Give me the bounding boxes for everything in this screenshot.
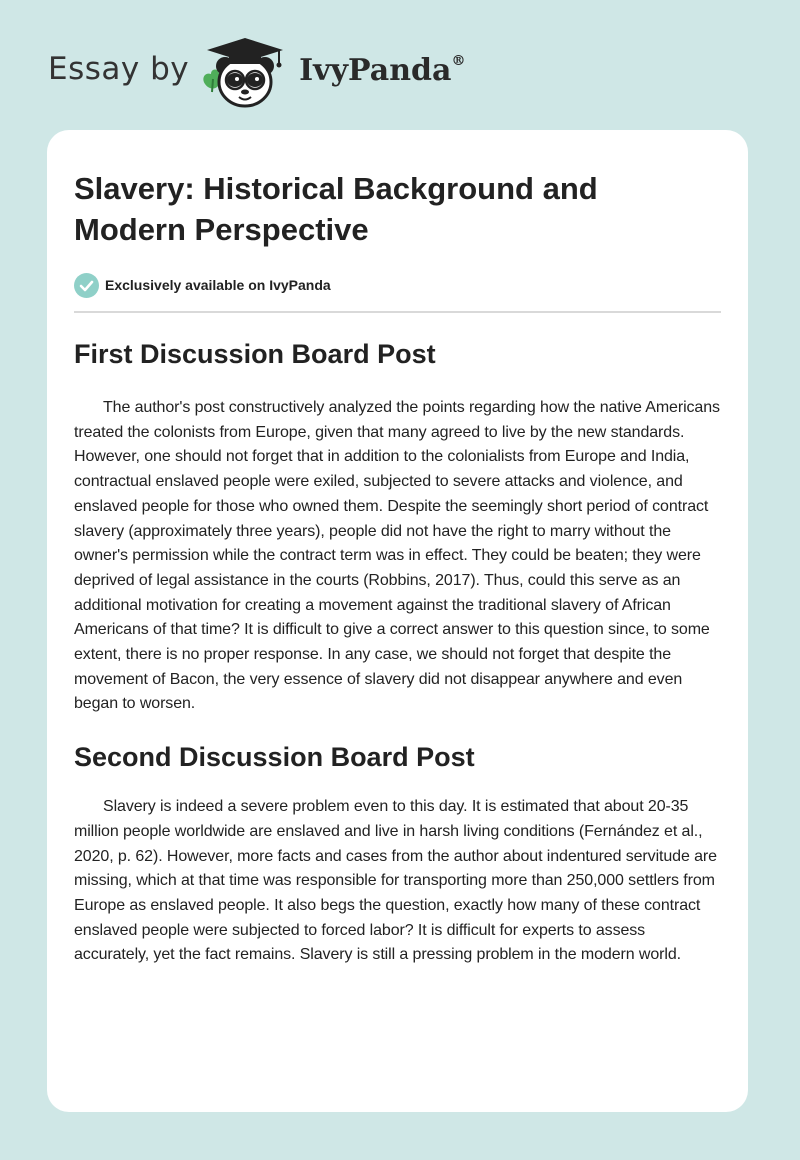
- section-body-second: Slavery is indeed a severe problem even to this day. It is estimated that about 20-35 million people worldwide are enslaved and live in harsh living conditions (Fernández et al., 2020, p. 62). However, more facts and cases from the author about indentured servitude are missing, which at that time was responsible for transporting more than 250,000 settlers from Europe as enslaved people. It also begs the question, exactly how many of these contract enslaved people were subjected to forced labor? It is difficult for experts to assess accurately, yet the fact remains. Slavery is still a pressing problem in the modern world.: [74, 798, 717, 964]
- essay-card: [47, 130, 748, 1112]
- section-body-first: The author's post constructively analyzed the points regarding how the native Americans treated the colonists from Europe, given that many agreed to live by the new standards. However, one should not forget that in addition to the colonialists from Europe and India, contractual enslaved people were exiled, subjected to severe attacks and violence, and enslaved people for those who owned them. Despite the seemingly short period of contract slavery (approximately three years), people did not have the right to marry without the owner's permission while the contract term was in effect. They could be beaten; they were deprived of legal assistance in the courts (Robbins, 2017). Thus, could this serve as an additional motivation for creating a movement against the traditional slavery of African Americans of that time? It is difficult to give a correct answer to this question since, to some extent, there is no proper response. In any case, we should not forget that despite the movement of Bacon, the very essence of slavery did not disappear anywhere and even began to worsen.: [74, 399, 720, 713]
- essay-title: Slavery: Historical Background and Modern Perspective: [74, 171, 598, 247]
- ivypanda-brand-name[interactable]: IvyPanda®: [299, 52, 466, 88]
- essay-by-label: Essay by: [48, 51, 190, 87]
- checkmark-icon: [74, 273, 99, 298]
- exclusive-badge: [74, 272, 721, 298]
- site-header: [48, 32, 465, 112]
- title-divider: [74, 311, 721, 313]
- exclusive-badge-text: Exclusively available on IvyPanda: [105, 277, 331, 293]
- ivypanda-logo-icon[interactable]: [199, 32, 291, 112]
- section-heading-first: First Discussion Board Post: [74, 339, 436, 369]
- section-heading-second: Second Discussion Board Post: [74, 742, 475, 773]
- registered-mark: ®: [451, 52, 466, 69]
